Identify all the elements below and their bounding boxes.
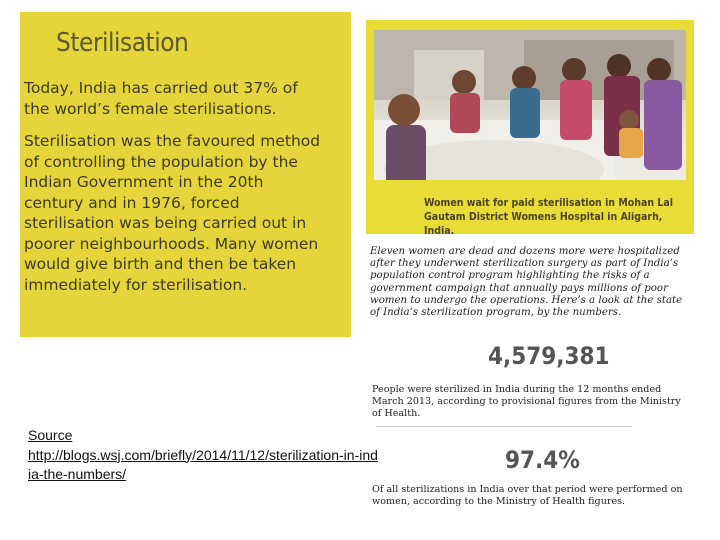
paragraph-history: Sterilisation was the favoured method of controlling the population by the Indian Government in the 20th century and in 1976, forced sterilisation was being carried out in poorer neighbourhoods. Many women would give birth and then be taken immediately for sterilisation. [24,132,321,294]
paragraph-stat: Today, India has carried out 37% of the world’s female sterilisations. [24,79,298,118]
photo-caption: Women wait for paid sterilisation in Mohan Lal Gautam District Womens Hospital in Aligarh, India. [424,197,673,237]
stat-divider [376,426,632,427]
stat-sterilized-count: 4,579,381 [488,342,610,370]
article-intro: Eleven women are dead and dozens more were hospitalized after they underwent sterilization surgery as part of India’s population control program highlighting the risks of a government campaign that annually pays millions of poor women to undergo the operations. Here’s a look at the state of India’s sterilization program, by the numbers. [370,246,683,319]
stat-women-description: Of all sterilizations in India over that period were performed on women, according to the Ministry of Health figures. [372,484,683,507]
photo-illustration [374,30,686,212]
panel-title: Sterilisation [56,28,189,58]
source-label: Source [28,427,73,443]
stat-women-percentage: 97.4% [505,446,580,474]
women-waiting-photo [374,30,686,212]
panel-body [24,78,324,307]
source-citation [28,426,378,485]
source-link[interactable]: http://blogs.wsj.com/briefly/2014/11/12/sterilization-in-india-the-numbers/ [28,446,378,482]
stat-sterilized-description: People were sterilized in India during the 12 months ended March 2013, according to provisional figures from the Ministry of Health. [372,384,681,419]
photo-panel [366,20,694,237]
